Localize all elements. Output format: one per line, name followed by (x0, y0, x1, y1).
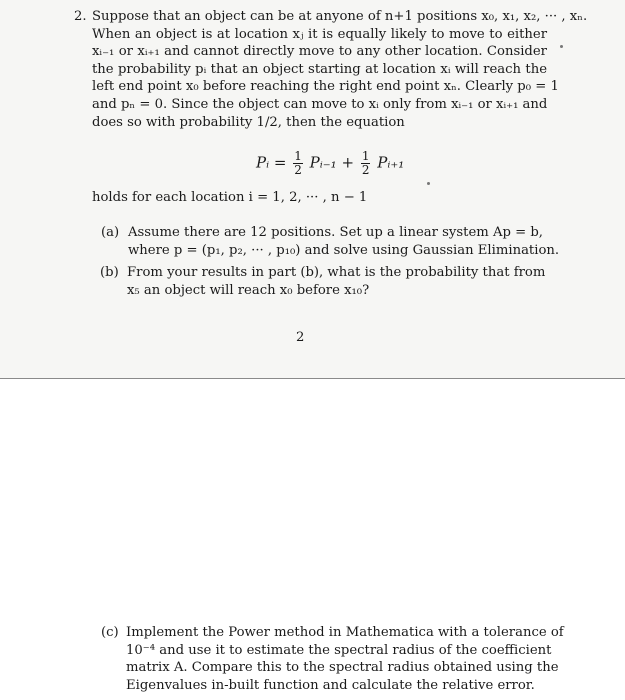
intro-line: xᵢ₋₁ or xᵢ₊₁ and cannot directly move to any other location. Consider (92, 44, 547, 60)
intro-line: the probability pᵢ that an object starting at location xᵢ will reach the (92, 61, 547, 77)
part-c-label: (c) (101, 625, 119, 640)
intro-line: left end point x₀ before reaching the right end point xₙ. Clearly p₀ = 1 (92, 79, 559, 95)
fraction-half (361, 150, 371, 177)
page-number: 2 (296, 330, 305, 345)
problem-number: 2. (74, 9, 87, 24)
fraction-half (293, 150, 303, 177)
part-b-line: From your results in part (b), what is the probability that from (127, 265, 546, 280)
part-b-line: x₅ an object will reach x₀ before x₁₀? (127, 282, 370, 298)
problem-intro (92, 8, 588, 131)
equation-lhs: Pᵢ = (256, 153, 287, 172)
part-c-line: 10⁻⁴ and use it to estimate the spectral radius of the coefficient (126, 642, 552, 658)
fraction-denominator: 2 (294, 163, 302, 177)
equation-term-previous: Pᵢ₋₁ + (309, 153, 355, 172)
part-a-body (128, 224, 560, 259)
intro-line: does so with probability 1/2, then the equation (92, 114, 405, 130)
intro-line: When an object is at location xⱼ it is equally likely to move to either (92, 26, 547, 42)
intro-line: and pₙ = 0. Since the object can move to xᵢ only from xᵢ₋₁ or xᵢ₊₁ and (92, 96, 548, 112)
fraction-numerator: 1 (361, 149, 370, 163)
part-b-label: (b) (100, 265, 119, 280)
fraction-numerator: 1 (294, 149, 302, 163)
part-c-line: matrix A. Compare this to the spectral radius obtained using the (126, 660, 559, 676)
part-a-line: where p = (p₁, p₂, ··· , p₁₀) and solve using Gaussian Elimination. (128, 242, 560, 258)
scan-speck (560, 45, 563, 48)
scan-speck (427, 182, 430, 185)
intro-line: Suppose that an object can be at anyone of n+1 positions x₀, x₁, x₂, ··· , xₙ. (92, 9, 588, 24)
part-b-body (127, 264, 546, 299)
recurrence-equation (256, 150, 404, 177)
equation-term-next: Pᵢ₊₁ (377, 153, 405, 172)
part-c-line: Eigenvalues in-built function and calculate the relative error. (126, 677, 535, 693)
fraction-denominator: 2 (361, 163, 370, 177)
part-a-label: (a) (101, 225, 120, 240)
part-a-line: Assume there are 12 positions. Set up a linear system Ap = b, (128, 225, 543, 240)
part-c-line: Implement the Power method in Mathematica with a tolerance of (126, 625, 564, 640)
part-c-body (126, 624, 564, 694)
holds-statement: holds for each location i = 1, 2, ··· , n − 1 (92, 190, 368, 205)
